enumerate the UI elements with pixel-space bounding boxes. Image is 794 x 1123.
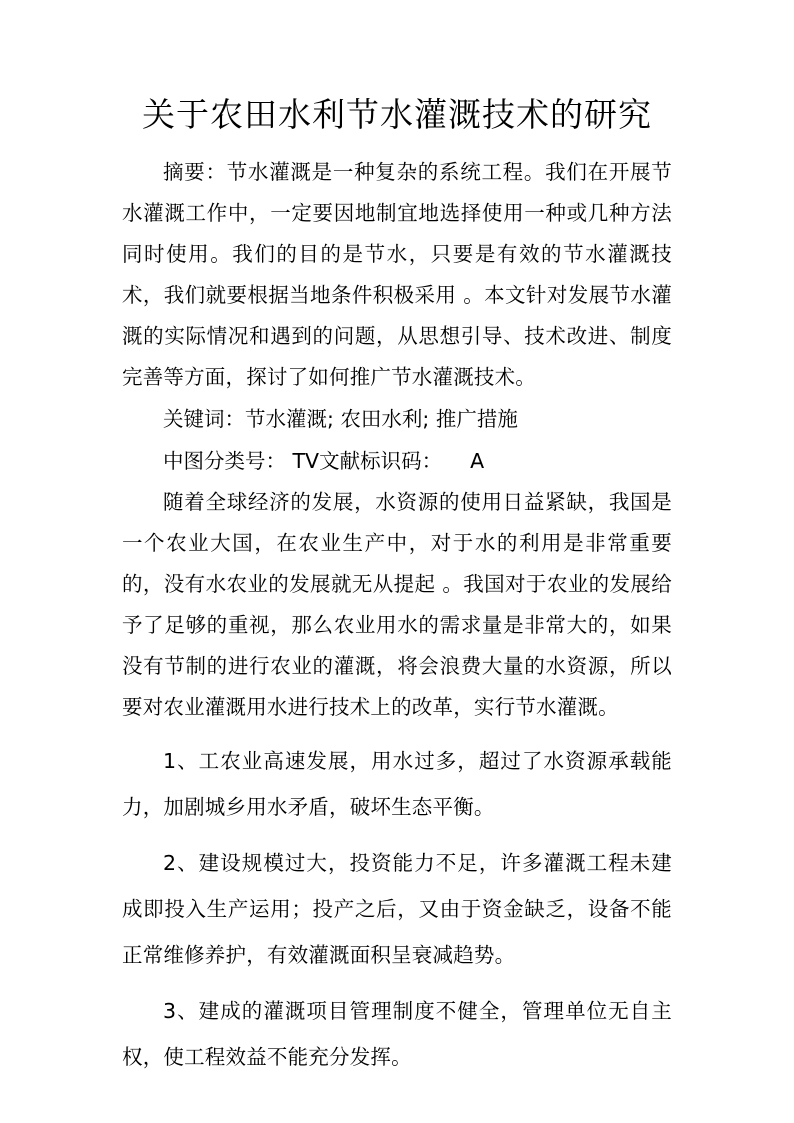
doc-id-label: 文献标识码： — [319, 449, 443, 473]
body-paragraph-point-1: 1、工农业高速发展，用水过多，超过了水资源承载能力，加剧城乡用水矛盾，破坏生态平衡。 — [122, 749, 672, 819]
classification-line — [122, 440, 672, 482]
body-paragraph-point-3: 3、建成的灌溉项目管理制度不健全，管理单位无自主权，使工程效益不能充分发挥。 — [122, 999, 672, 1069]
clc-label: 中图分类号： — [163, 449, 286, 473]
abstract-paragraph: 摘要：节水灌溉是一种复杂的系统工程。我们在开展节水灌溉工作中，一定要因地制宜地选择使用一种或几种方法同时使用。我们的目的是节水，只要是有效的节水灌溉技术，我们就要根据当地条件积极采用 。本文针对发展节水灌溉的实际情况和遇到的问题，从思想引导、技术改进、制度完善等方面，探讨了如何推广节水灌溉技术。 — [122, 160, 672, 389]
doc-id-value: A — [470, 449, 485, 473]
keywords-line: 关键词：节水灌溉; 农田水利; 推广措施 — [163, 407, 518, 431]
body-paragraph-intro: 随着全球经济的发展，水资源的使用日益紧缺，我国是一个农业大国，在农业生产中，对于水的利用是非常重要的，没有水农业的发展就无从提起 。我国对于农业的发展给予了足够的重视，那么农业用水的需求量是非常大的，如果没有节制的进行农业的灌溉，将会浪费大量的水资源，所以要对农业灌溉用水进行技术上的改革，实行节水灌溉。 — [122, 490, 672, 719]
body-paragraph-point-2: 2、建设规模过大，投资能力不足，许多灌溉工程未建成即投入生产运用；投产之后，又由于资金缺乏，设备不能正常维修养护，有效灌溉面积呈衰减趋势。 — [122, 851, 672, 967]
document-title: 关于农田水利节水灌溉技术的研究 — [142, 95, 652, 134]
clc-value: TV — [292, 449, 320, 473]
